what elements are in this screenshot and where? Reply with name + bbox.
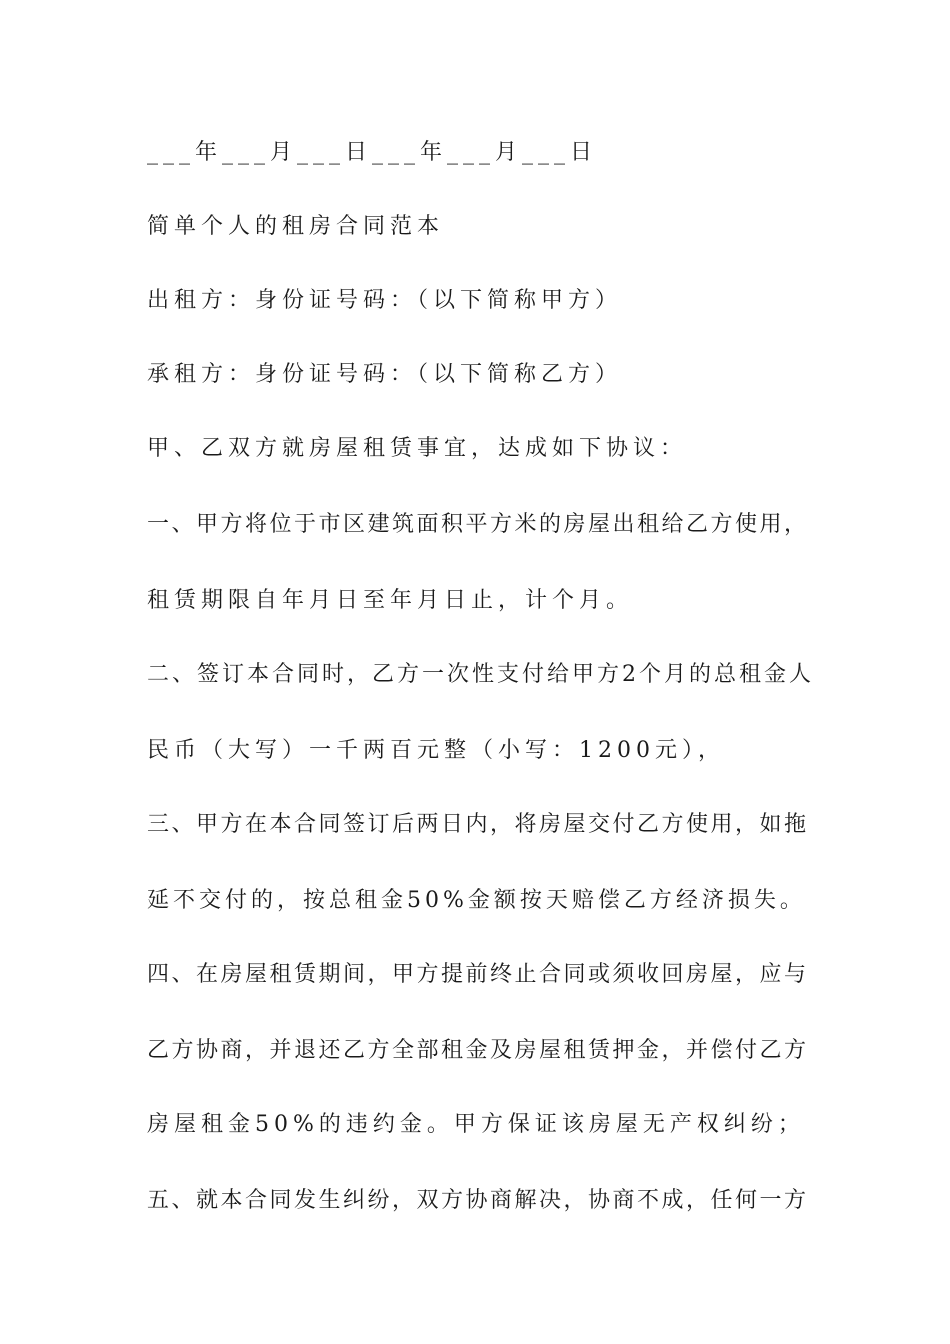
clause-1-line-2: 租赁期限自年月日至年月日止，计个月。 xyxy=(147,588,634,613)
lessor-line: 出租方：身份证号码：（以下简称甲方） xyxy=(147,288,623,313)
clause-4-line-2: 乙方协商，并退还乙方全部租金及房屋租赁押金，并偿付乙方 xyxy=(147,1038,809,1063)
document-title: 简单个人的租房合同范本 xyxy=(147,214,445,239)
clause-5-line-1: 五、就本合同发生纠纷，双方协商解决，协商不成，任何一方 xyxy=(147,1188,809,1213)
clause-4-line-1: 四、在房屋租赁期间，甲方提前终止合同或须收回房屋，应与 xyxy=(147,962,809,987)
clause-3-line-2: 延不交付的，按总租金50%金额按天赔偿乙方经济损失。 xyxy=(147,888,806,913)
clause-2-line-1: 二、签订本合同时，乙方一次性支付给甲方2个月的总租金人 xyxy=(147,662,814,687)
clause-4-line-3: 房屋租金50%的违约金。甲方保证该房屋无产权纠纷； xyxy=(147,1112,805,1137)
clause-1-line-1: 一、甲方将位于市区建筑面积平方米的房屋出租给乙方使用， xyxy=(147,512,809,537)
clause-3-line-1: 三、甲方在本合同签订后两日内，将房屋交付乙方使用，如拖 xyxy=(147,812,809,837)
date-line: ___年___月___日___年___月___日 xyxy=(147,140,598,165)
agreement-intro: 甲、乙双方就房屋租赁事宜，达成如下协议： xyxy=(147,436,688,461)
clause-2-line-2: 民币（大写）一千两百元整（小写：1200元）， xyxy=(147,738,725,763)
lessee-line: 承租方：身份证号码：（以下简称乙方） xyxy=(147,362,623,387)
